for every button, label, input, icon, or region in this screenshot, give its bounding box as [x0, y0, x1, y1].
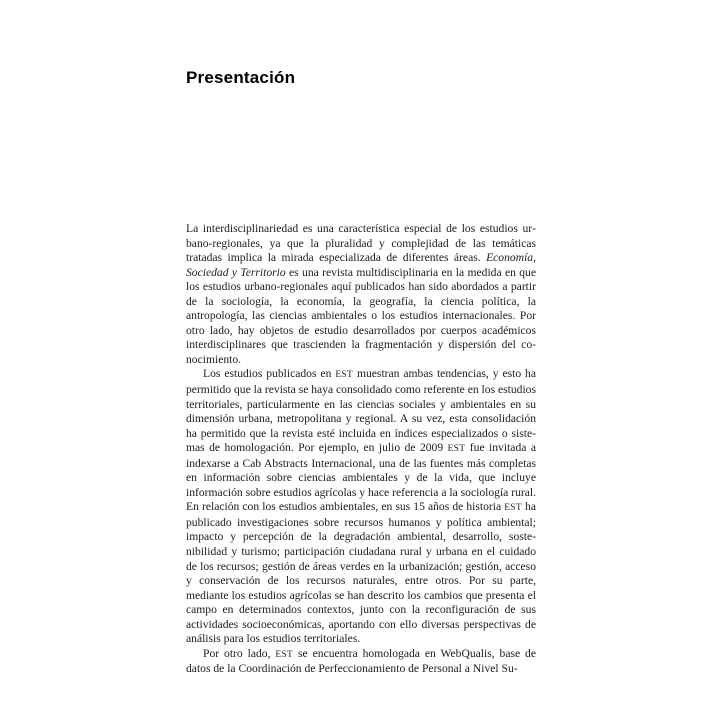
journal-abbreviation: EST [275, 649, 294, 660]
paragraph-1: La interdisciplinariedad es una característica especial de los estudios urbano-regionales, ya que la pluralidad y complejidad de las temáticas tratadas implica la mirada especializada de diferentes áreas. Economía, Sociedad y Territorio es una revista multidisciplinaria en la medida en que los estudios urbano-regionales aquí publicados han sido abordados a partir de la sociología, la economía, la geografía, la ciencia política, la antropología, las ciencias ambientales o los estudios internacionales. Por otro lado, hay objetos de estudio desarrollados por cuerpos académicos interdisciplinares que trascienden la fragmentación y dispersión del conocimiento. [186, 222, 536, 366]
journal-title-italic: Economía, Sociedad y Territorio [186, 251, 536, 279]
journal-abbreviation: EST [335, 370, 354, 381]
paragraph-3: Por otro lado, EST se encuentra homologada en WebQualis, base de datos de la Coordinación de Perfeccionamiento de Personal a Nivel Su- [186, 646, 536, 676]
body-text-column [186, 222, 536, 677]
journal-abbreviation: EST [447, 444, 466, 455]
paragraph-2: Los estudios publicados en EST muestran ambas tendencias, y esto ha permitido que la revista se haya consolidado como referente en los estudios territoriales, particularmente en las ciencias sociales y ambientales en su dimensión urbana, metropolitana y regional. A su vez, esta consolidación ha permitido que la revista esté incluida en índices especializados o sistemas de homologación. Por ejemplo, en julio de 2009 EST fue invitada a indexarse a Cab Abstracts Internacional, una de las fuentes más completas en información sobre ciencias ambientales y de la vida, que incluye información sobre estudios agrícolas y hace referencia a la sociología rural. En relación con los estudios ambientales, en sus 15 años de historia EST ha publicado investigaciones sobre recursos humanos y política ambiental; impacto y percepción de la degradación ambiental, desarrollo, sostenibilidad y turismo; participación ciudadana rural y urbana en el cuidado de los recursos; gestión de áreas verdes en la urbanización; gestión, acceso y conservación de los recursos naturales, entre otros. Por su parte, mediante los estudios agrícolas se han descrito los cambios que presenta el campo en determinados contextos, junto con la reconfiguración de sus actividades socioeconómicas, aportando con ello diversas perspectivas de análisis para los estudios territoriales. [186, 367, 536, 646]
journal-abbreviation: EST [504, 503, 522, 514]
page-title: Presentación [186, 68, 296, 88]
